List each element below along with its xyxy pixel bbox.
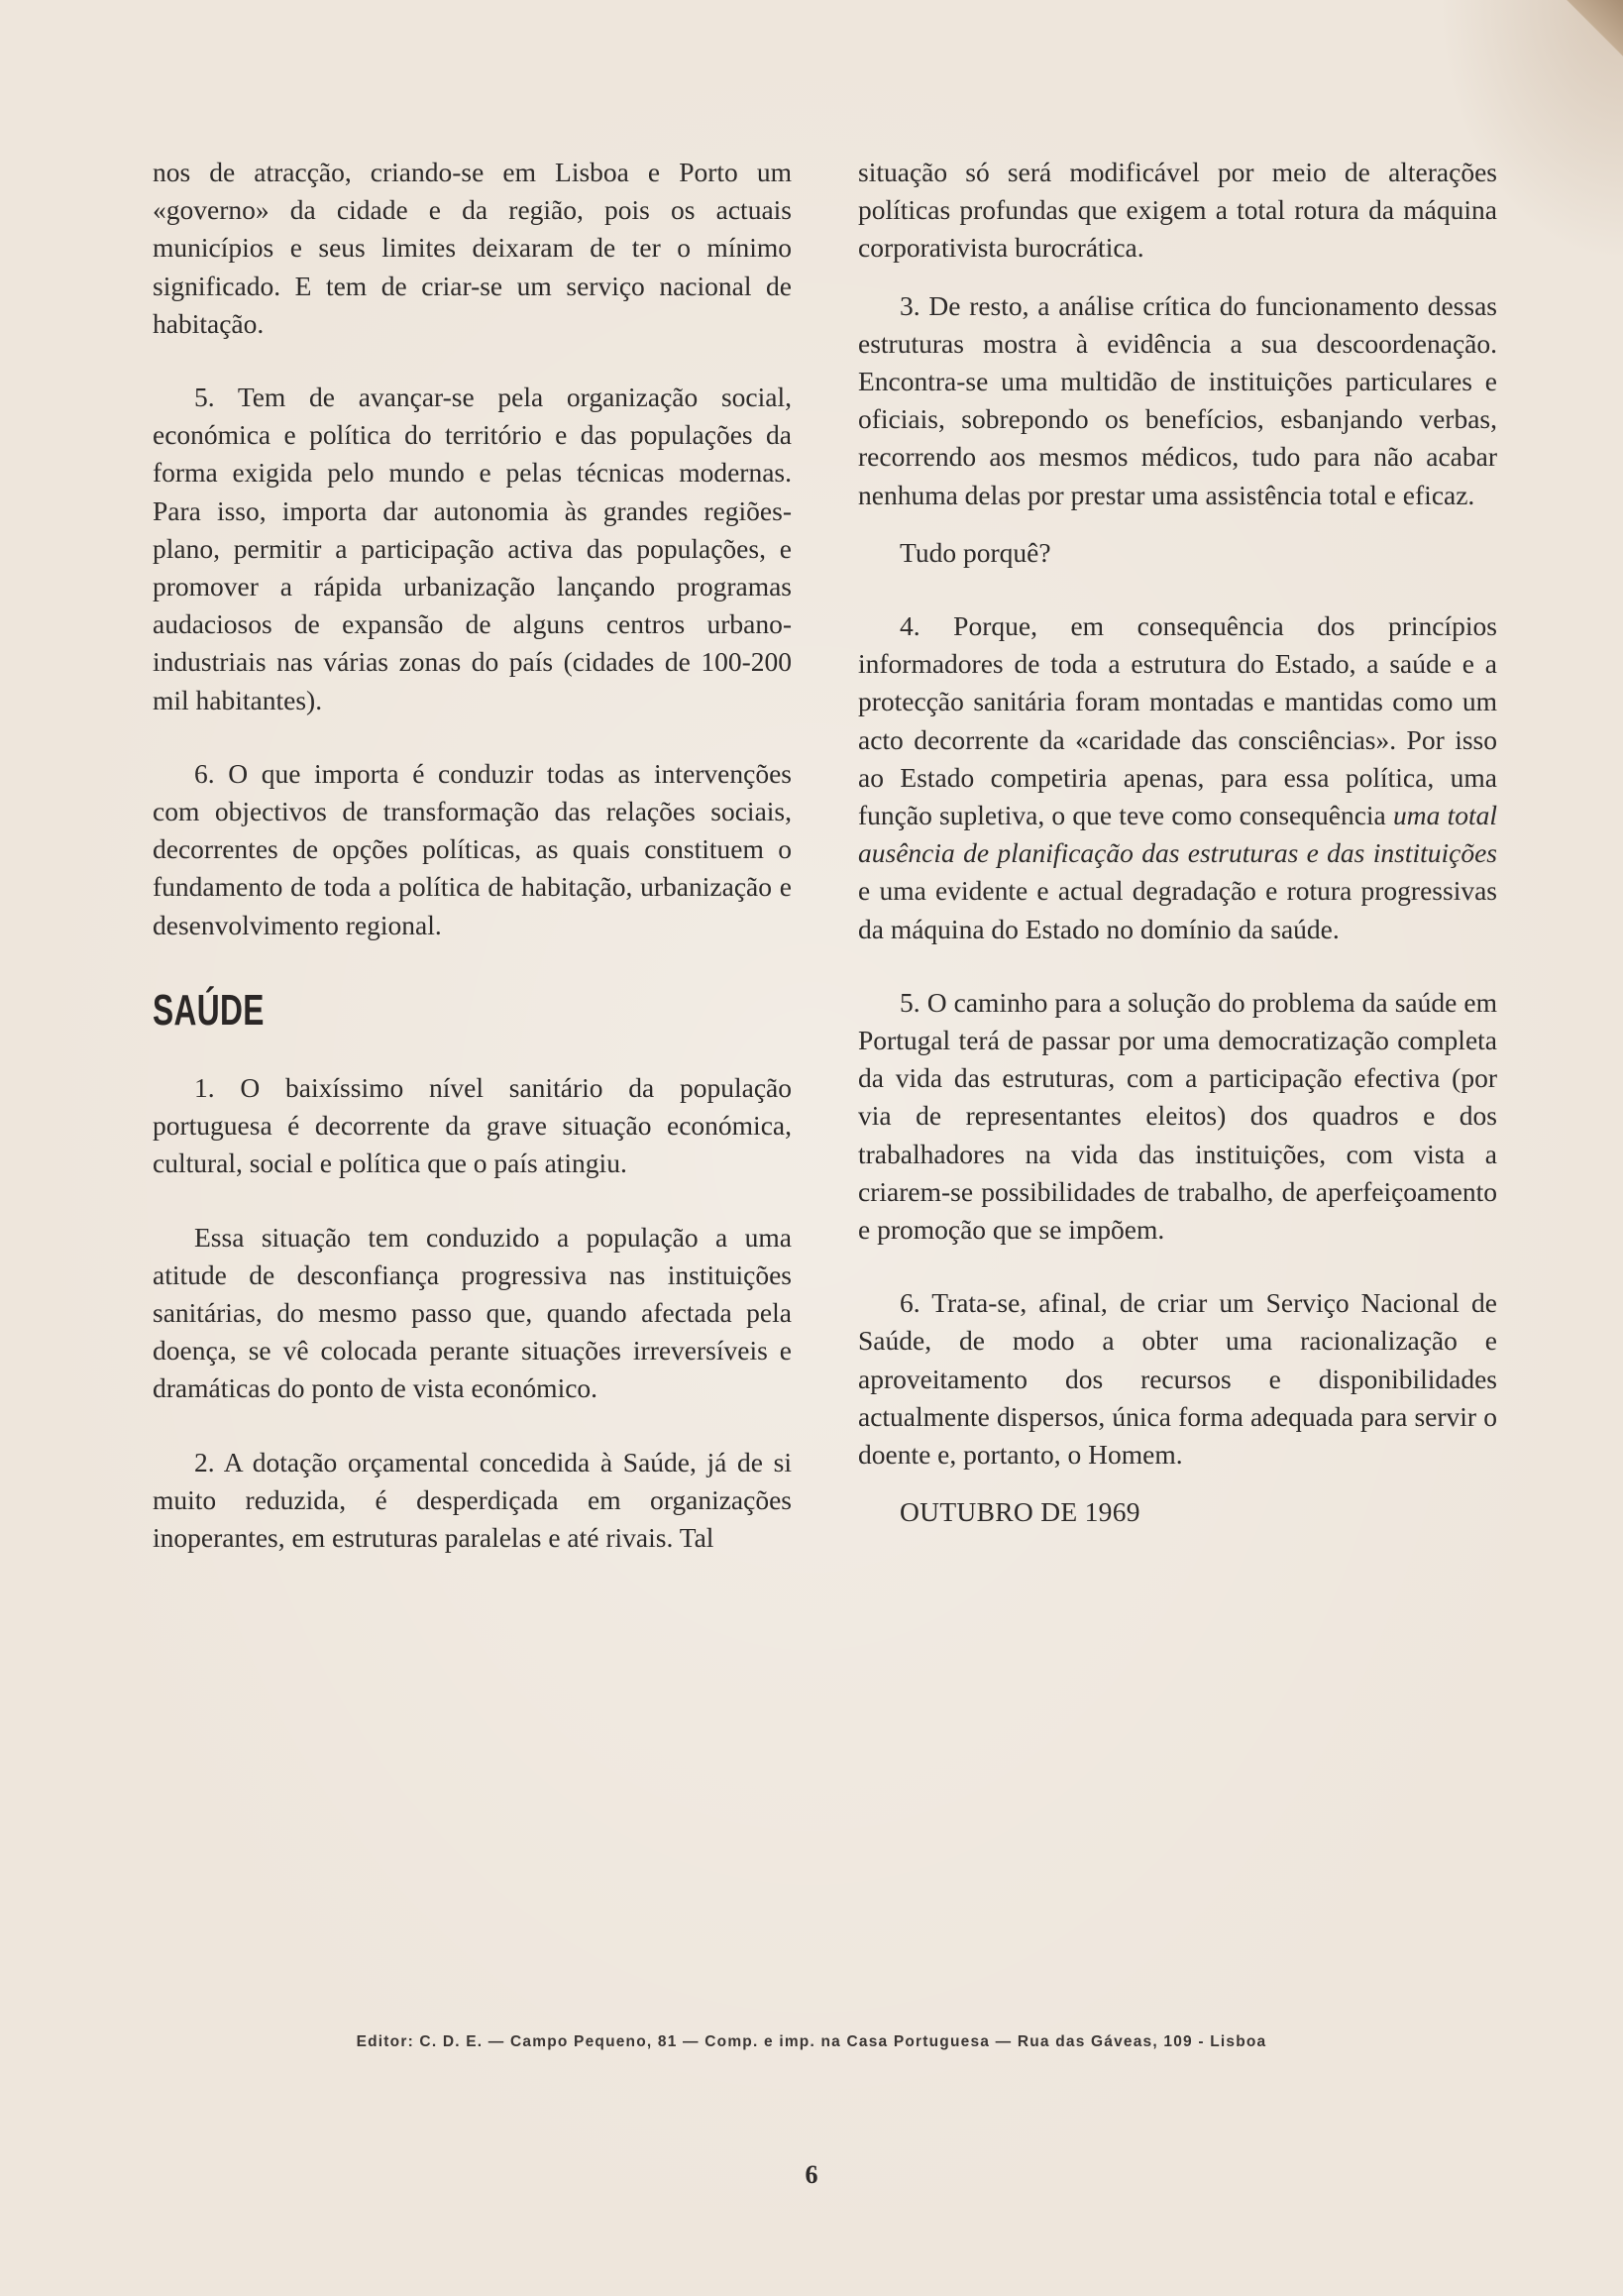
paragraph-question: Tudo porquê? (900, 536, 1051, 568)
paragraph-saude-1: 1. O baixíssimo nível sanitário da população portuguesa é decorrente da grave situação económica, cultural, social e política que o país atingiu. (153, 1072, 792, 1179)
paragraph-saude-4-italic: uma total ausência de planificação das estruturas e das instituições (858, 800, 1497, 869)
section-heading-saude: SAÚDE (153, 985, 265, 1035)
paragraph-point-5: 5. Tem de avançar-se pela organização social, económica e política do território e das populações da forma exigida pelo mundo e pelas técnicas modernas. Para isso, importa dar autonomia às grandes regiões-plano, permitir a participação activa das populações, e promover a rápida urbanização lançando programas audaciosos de expansão de alguns centros urbano-industriais nas várias zonas do país (cidades de 100-200 mil habitantes). (153, 382, 792, 715)
paragraph-saude-situation: Essa situação tem conduzido a população a uma atitude de desconfiança progressiva nas instituições sanitárias, do mesmo passo que, quando afectada pela doença, se vê colocada perante situações irreversíveis e dramáticas do ponto de vista económico. (153, 1221, 792, 1404)
paragraph-saude-4-text-b: e uma evidente e actual degradação e rotura progressivas da máquina do Estado no domínio da saúde. (858, 875, 1497, 944)
paragraph-continuation: nos de atracção, criando-se em Lisboa e Porto um «governo» da cidade e da região, pois os actuais municípios e seus limites deixaram de ter o mínimo significado. E tem de criar-se um serviço nacional de habitação. (153, 157, 792, 339)
right-column (858, 154, 1497, 1568)
paragraph-saude-5: 5. O caminho para a solução do problema da saúde em Portugal terá de passar por uma democratização completa da vida das estruturas, com a participação efectiva (por via de representantes eleitos) dos quadros e dos trabalhadores na vida das instituições, com vista a criarem-se possibilidades de trabalho, de aperfeiçoamento e promoção que se impõem. (858, 986, 1497, 1246)
paragraph-saude-2: 2. A dotação orçamental concedida à Saúde, já de si muito reduzida, é desperdiçada em organizações inoperantes, em estruturas paralelas e até rivais. Tal (153, 1446, 792, 1554)
editor-imprint: Editor: C. D. E. — Campo Pequeno, 81 — Comp. e imp. na Casa Portuguesa — Rua das Gáveas, 109 - Lisboa (356, 2033, 1267, 2050)
paper-corner-stain (1564, 0, 1623, 79)
paragraph-saude-4-text-a: 4. Porque, em consequência dos princípios informadores de toda a estrutura do Estado, a saúde e a protecção sanitária foram montadas e mantidas como um acto decorrente da «caridade das consciências». Por isso ao Estado competiria apenas, para essa política, uma função supletiva, o que teve como consequência (858, 610, 1497, 831)
page-number: 6 (805, 2160, 818, 2189)
paragraph-continuation-right: situação só será modificável por meio de alterações políticas profundas que exigem a total rotura da máquina corporativista burocrática. (858, 157, 1497, 264)
paragraph-point-6: 6. O que importa é conduzir todas as intervenções com objectivos de transformação das relações sociais, decorrentes de opções políticas, as quais constituem o fundamento de toda a política de habitação, urbanização e desenvolvimento regional. (153, 757, 792, 940)
paragraph-saude-3: 3. De resto, a análise crítica do funcionamento dessas estruturas mostra à evidência a sua descoordenação. Encontra-se uma multidão de instituições particulares e oficiais, sobrepondo os benefícios, esbanjando verbas, recorrendo aos mesmos médicos, tudo para não acabar nenhuma delas por prestar uma assistência total e eficaz. (858, 289, 1497, 510)
paragraph-saude-4 (858, 607, 1497, 948)
paragraph-saude-6: 6. Trata-se, afinal, de criar um Serviço Nacional de Saúde, de modo a obter uma racionalização e aproveitamento dos recursos e disponibilidades actualmente dispersos, única forma adequada para servir o doente e, portanto, o Homem. (858, 1287, 1497, 1471)
date-line: OUTUBRO DE 1969 (900, 1496, 1140, 1528)
left-column (153, 154, 792, 1592)
